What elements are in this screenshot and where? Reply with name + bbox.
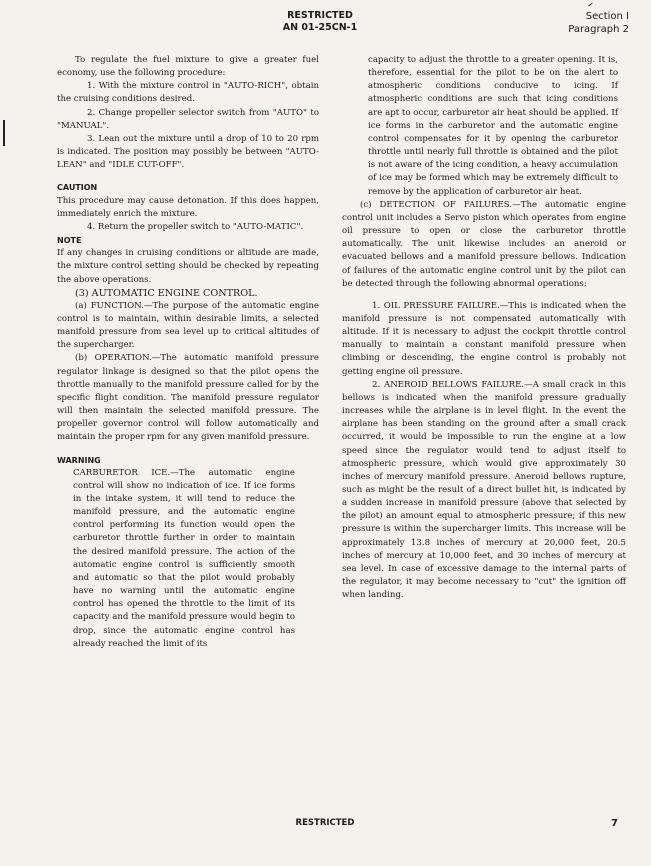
warning-title: WARNING bbox=[57, 455, 101, 465]
step-4: 4. Return the propeller switch to "AUTO-MATIC". bbox=[87, 221, 304, 232]
right-column bbox=[342, 54, 626, 602]
aneroid-bellows-failure: 2. ANEROID BELLOWS FAILURE.—A small crack in this bellows is indicated when the manifold pressure gradually increases while the airplane is in level flight. In the event the airplane has been standing on the ground after a small crack occurred, it would be impossible to run the engine at a low speed since the regulator would tend to adjust itself to atmospheric pressure, which would give approximately 30 inches of mercury manifold pressure. Aneroid bellows rupture, such as might be the result of a direct bullet hit, is indicated by a sudden increase in manifold pressure (above that selected by the pilot) an amount equal to atmospheric pressure; if this new pressure is within the supercharger limits. This increase will be approximately 13.8 inches of mercury at 20,000 feet, 20.5 inches of mercury at 10,000 feet, and 30 inches of mercury at sea level. In case of excessive damage to the internal parts of the regulator, it may become necessary to "cut" the ignition off when landing. bbox=[342, 379, 626, 601]
step-3: 3. Lean out the mixture until a drop of 10 to 20 rpm is indicated. The position may possibly be between "AUTO-LEAN" and "IDLE CUT-OFF". bbox=[57, 133, 319, 171]
header-paragraph: Paragraph 2 bbox=[568, 24, 629, 35]
step-2: 2. Change propeller selector switch from "AUTO" to "MANUAL". bbox=[57, 107, 319, 131]
left-column bbox=[57, 54, 319, 651]
caution-title: CAUTION bbox=[57, 183, 98, 193]
page-number: 7 bbox=[611, 818, 618, 829]
warning-continued: capacity to adjust the throttle to a greater opening. It is, therefore, essential for the pilot to be on the alert to atmospheric conditions conducive to icing. If atmospheric conditions are such that icing conditions are apt to occur, carburetor air heat should be applied. If ice forms in the carburetor and the automatic engine control compensates for it by opening the carburetor throttle until nearly full throttle is obtained and the pilot is not aware of the icing condition, a heavy accumulation of ice may be formed which may be extremely difficult to remove by the application of carburetor air heat. bbox=[368, 55, 618, 197]
detection-paragraph: (c) DETECTION OF FAILURES.—The automatic engine control unit includes a Servo piston which operates from engine oil pressure to open or close the carburetor throttle automatically. The unit likewise includes an aneroid or evacuated bellows and a manifold pressure bellows. Indication of failures of the automatic engine control unit by the pilot can be detected through the following abnormal operations: bbox=[342, 199, 626, 289]
page-header-right bbox=[568, 10, 629, 36]
caution-text: This procedure may cause detonation. If this does happen, immediately enrich the mixture. bbox=[57, 195, 319, 219]
tick-mark bbox=[588, 3, 592, 7]
section-heading-automatic-engine-control: (3) AUTOMATIC ENGINE CONTROL. bbox=[75, 287, 258, 299]
margin-mark bbox=[3, 120, 5, 146]
function-paragraph: (a) FUNCTION.—The purpose of the automatic engine control is to maintain, within desirable limits, a selected manifold pressure from sea level up to critical altitudes of the supercharger. bbox=[57, 300, 319, 351]
step-1: 1. With the mixture control in "AUTO-RICH", obtain the cruising conditions desired. bbox=[57, 81, 319, 105]
header-doc-number: AN 01-25CN-1 bbox=[282, 22, 358, 33]
note-title: NOTE bbox=[57, 236, 82, 246]
footer-restricted: RESTRICTED bbox=[295, 818, 355, 828]
note-text: If any changes in cruising conditions or altitude are made, the mixture control setting should be checked by repeating the above operations. bbox=[57, 248, 319, 285]
header-section: Section I bbox=[585, 11, 629, 22]
oil-pressure-failure: 1. OIL PRESSURE FAILURE.—This is indicated when the manifold pressure is not compensated automatically with altitude. If it is necessary to adjust the cockpit throttle control manually to maintain a constant manifold pressure when climbing or descending, the engine control is probably not getting engine oil pressure. bbox=[342, 300, 626, 377]
operation-paragraph: (b) OPERATION.—The automatic manifold pressure regulator linkage is designed so that the pilot opens the throttle manually to the manifold pressure called for by the specific flight condition. The manifold pressure regulator will then maintain the selected manifold pressure. The propeller governor control will follow automatically and maintain the proper rpm for any given manifold pressure. bbox=[57, 353, 319, 443]
header-restricted: RESTRICTED bbox=[287, 10, 353, 21]
intro-paragraph: To regulate the fuel mixture to give a greater fuel economy, use the following procedure: bbox=[57, 55, 319, 79]
warning-text: CARBURETOR ICE.—The automatic engine control will show no indication of ice. If ice forms in the intake system, it will tend to reduce the manifold pressure, and the automatic engine control performing its function would open the carburetor throttle further in order to maintain the desired manifold pressure. The action of the automatic engine control is sufficiently smooth and automatic so that the pilot would probably have no warning until the automatic engine control has opened the throttle to the limit of its capacity and the manifold pressure would begin to drop, since the automatic engine control has already reached the limit of its bbox=[73, 467, 295, 649]
page-header-center bbox=[250, 10, 390, 34]
